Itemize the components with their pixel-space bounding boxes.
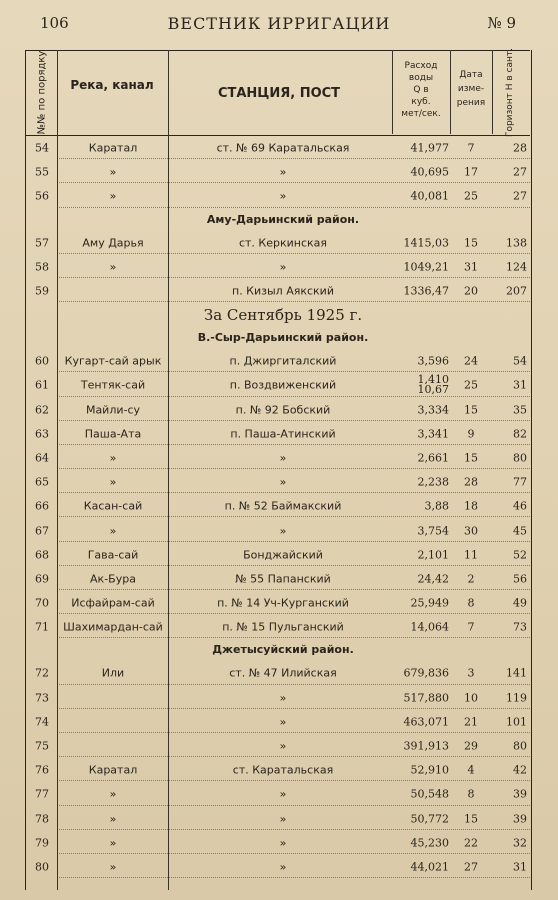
row-river: » <box>109 475 117 489</box>
row-river: » <box>109 165 117 179</box>
row-flow: 679,836 <box>403 666 449 680</box>
row-station: п. № 52 Баймакский <box>224 499 342 513</box>
row-station: п. № 14 Уч-Курганский <box>217 596 349 610</box>
header-river: Река, канал <box>70 78 154 92</box>
table-row <box>25 807 530 831</box>
row-rule <box>59 371 530 372</box>
row-flow: 45,230 <box>410 836 449 850</box>
issue-number: № 9 <box>487 14 516 32</box>
row-river: » <box>109 260 117 274</box>
row-level: 207 <box>506 284 527 298</box>
row-level: 52 <box>513 548 527 562</box>
row-date: 8 <box>467 596 475 610</box>
row-date: 15 <box>464 236 478 250</box>
table-row <box>25 422 530 446</box>
row-station: » <box>279 812 287 826</box>
row-flow: 41,977 <box>410 141 449 155</box>
row-number: 67 <box>35 524 49 538</box>
row-rule <box>59 420 530 421</box>
table-row <box>25 373 530 397</box>
row-flow: 2,101 <box>417 548 449 562</box>
row-station: ст. № 69 Каратальская <box>216 141 350 155</box>
row-number: 55 <box>35 165 49 179</box>
table-row <box>25 591 530 615</box>
row-number: 60 <box>35 354 49 368</box>
row-station: » <box>279 260 287 274</box>
row-number: 63 <box>35 427 49 441</box>
row-rule <box>59 253 530 254</box>
row-flow: 2,238 <box>417 475 449 489</box>
table-row <box>25 686 530 710</box>
table-row <box>25 734 530 758</box>
row-number: 62 <box>35 403 49 417</box>
row-rule <box>59 589 530 590</box>
row-station: » <box>279 165 287 179</box>
row-number: 58 <box>35 260 49 274</box>
row-rule <box>59 565 530 566</box>
row-number: 77 <box>35 787 49 801</box>
table-row <box>25 446 530 470</box>
row-rule <box>59 684 530 685</box>
row-station: » <box>279 451 287 465</box>
row-level: 77 <box>513 475 527 489</box>
row-date: 25 <box>464 378 478 392</box>
row-flow: 3,341 <box>417 427 449 441</box>
row-date: 18 <box>464 499 478 513</box>
row-rule <box>59 301 530 302</box>
row-station: » <box>279 739 287 753</box>
row-date: 8 <box>467 787 475 801</box>
row-river: Аму Дарья <box>82 236 144 250</box>
running-head <box>0 0 558 40</box>
row-river: Майли-су <box>85 403 141 417</box>
row-date: 21 <box>464 715 478 729</box>
column-divider <box>492 50 493 134</box>
row-date: 15 <box>464 451 478 465</box>
row-river: Паша-Ата <box>84 427 142 441</box>
table-row <box>25 567 530 591</box>
row-level: 82 <box>513 427 527 441</box>
row-date: 24 <box>464 354 478 368</box>
row-river: Касан-сай <box>83 499 143 513</box>
row-rule <box>59 613 530 614</box>
row-level: 32 <box>513 836 527 850</box>
header-number: №№ по порядку <box>36 50 48 135</box>
row-river: Каратал <box>88 763 138 777</box>
row-station: ст. № 47 Илийская <box>229 666 337 680</box>
row-number: 59 <box>35 284 49 298</box>
row-flow: 50,772 <box>410 812 449 826</box>
row-station: » <box>279 715 287 729</box>
row-level: 73 <box>513 620 527 634</box>
row-flow: 24,42 <box>417 572 449 586</box>
row-level: 35 <box>513 403 527 417</box>
row-level: 39 <box>513 787 527 801</box>
row-rule <box>59 756 530 757</box>
table-row <box>25 279 530 303</box>
row-station: » <box>279 691 287 705</box>
row-station: ст. Керкинская <box>238 236 328 250</box>
row-level: 45 <box>513 524 527 538</box>
row-date: 7 <box>467 620 475 634</box>
row-rule <box>59 444 530 445</box>
table-row <box>25 710 530 734</box>
row-rule <box>59 829 530 830</box>
table-row <box>25 160 530 184</box>
row-flow: 3,88 <box>424 499 449 513</box>
row-date: 17 <box>464 165 478 179</box>
row-station: п. № 92 Бобский <box>235 403 331 417</box>
row-flow: 25,949 <box>410 596 449 610</box>
row-number: 64 <box>35 451 49 465</box>
row-flow: 40,081 <box>410 189 449 203</box>
row-level: 46 <box>513 499 527 513</box>
row-date: 7 <box>467 141 475 155</box>
row-number: 72 <box>35 666 49 680</box>
row-level: 124 <box>506 260 527 274</box>
row-flow: 1049,21 <box>403 260 449 274</box>
table-row <box>25 494 530 518</box>
table-row <box>25 349 530 373</box>
row-flow: 1415,03 <box>403 236 449 250</box>
row-river: » <box>109 836 117 850</box>
region-heading: В.-Сыр-Дарьинский район. <box>197 331 369 345</box>
row-date: 15 <box>464 812 478 826</box>
row-river: » <box>109 451 117 465</box>
table-row <box>25 855 530 879</box>
row-station: Бонджайский <box>243 548 323 562</box>
row-station: » <box>279 836 287 850</box>
row-number: 70 <box>35 596 49 610</box>
table-row <box>25 255 530 279</box>
row-level: 54 <box>513 354 527 368</box>
row-river: Шахимардан-сай <box>63 620 163 634</box>
row-level: 31 <box>513 860 527 874</box>
row-rule <box>59 492 530 493</box>
row-level: 42 <box>513 763 527 777</box>
row-flow: 50,548 <box>410 787 449 801</box>
row-station: п. Паша-Атинский <box>230 427 336 441</box>
table-row <box>25 184 530 208</box>
row-number: 80 <box>35 860 49 874</box>
row-number: 61 <box>35 378 49 392</box>
row-level: 101 <box>506 715 527 729</box>
row-flow: 1,410 10,67 <box>417 373 449 397</box>
row-station: ст. Каратальская <box>232 763 334 777</box>
header-flow: Расход воды Q в куб. мет/сек. <box>401 61 441 119</box>
row-date: 30 <box>464 524 478 538</box>
table-row <box>25 831 530 855</box>
row-level: 80 <box>513 739 527 753</box>
table-body <box>25 136 530 879</box>
row-number: 57 <box>35 236 49 250</box>
row-flow: 40,695 <box>410 165 449 179</box>
row-flow: 14,064 <box>410 620 449 634</box>
region-heading: Аму-Дарьинский район. <box>206 212 360 226</box>
row-level: 56 <box>513 572 527 586</box>
table-row <box>25 661 530 685</box>
row-rule <box>59 277 530 278</box>
table-row <box>25 782 530 806</box>
row-date: 10 <box>464 691 478 705</box>
row-rule <box>59 396 530 397</box>
row-level: 49 <box>513 596 527 610</box>
row-number: 69 <box>35 572 49 586</box>
table-row <box>25 518 530 542</box>
row-station: п. Кизыл Аякский <box>232 284 334 298</box>
row-river: Гава-сай <box>87 548 139 562</box>
row-flow: 2,661 <box>417 451 449 465</box>
row-rule <box>59 637 530 638</box>
row-date: 25 <box>464 189 478 203</box>
row-station: № 55 Папанский <box>235 572 331 586</box>
row-date: 9 <box>467 427 475 441</box>
row-level: 119 <box>506 691 527 705</box>
row-date: 2 <box>467 572 475 586</box>
row-date: 22 <box>464 836 478 850</box>
header-date: Дата изме- рения <box>456 70 486 108</box>
row-rule <box>59 541 530 542</box>
row-river: Каратал <box>88 141 138 155</box>
row-rule <box>59 732 530 733</box>
row-level: 28 <box>513 141 527 155</box>
row-rule <box>59 805 530 806</box>
row-level: 27 <box>513 189 527 203</box>
row-flow: 52,910 <box>410 763 449 777</box>
header-level: Горизонт Н в сант. <box>505 47 516 138</box>
table-row <box>25 615 530 639</box>
row-station: » <box>279 524 287 538</box>
table-row <box>25 758 530 782</box>
row-station: » <box>279 860 287 874</box>
row-station: п. Воздвиженский <box>229 378 337 392</box>
row-level: 141 <box>506 666 527 680</box>
row-date: 11 <box>464 548 478 562</box>
table-row <box>25 231 530 255</box>
row-number: 75 <box>35 739 49 753</box>
row-station: » <box>279 787 287 801</box>
row-river: » <box>109 860 117 874</box>
journal-title: ВЕСТНИК ИРРИГАЦИИ <box>167 14 391 33</box>
row-rule <box>59 708 530 709</box>
row-flow: 1336,47 <box>403 284 449 298</box>
row-number: 56 <box>35 189 49 203</box>
row-river: » <box>109 189 117 203</box>
row-date: 3 <box>467 666 475 680</box>
row-flow: 517,880 <box>403 691 449 705</box>
row-river: » <box>109 787 117 801</box>
row-date: 28 <box>464 475 478 489</box>
row-date: 4 <box>467 763 475 777</box>
table-row <box>25 398 530 422</box>
row-station: п. № 15 Пульганский <box>222 620 344 634</box>
row-level: 27 <box>513 165 527 179</box>
row-flow: 391,913 <box>403 739 449 753</box>
row-station: » <box>279 189 287 203</box>
row-river: » <box>109 812 117 826</box>
row-river: Кугарт-сай арык <box>64 354 162 368</box>
region-heading: Джетысуйский район. <box>212 643 354 657</box>
row-rule <box>59 468 530 469</box>
header-station: СТАНЦИЯ, ПОСТ <box>217 86 341 101</box>
row-rule <box>59 207 530 208</box>
row-date: 15 <box>464 403 478 417</box>
row-number: 66 <box>35 499 49 513</box>
row-rule <box>59 877 530 878</box>
row-number: 54 <box>35 141 49 155</box>
row-number: 71 <box>35 620 49 634</box>
row-date: 29 <box>464 739 478 753</box>
period-heading: За Сентябрь 1925 г. <box>203 306 363 325</box>
row-number: 73 <box>35 691 49 705</box>
row-number: 76 <box>35 763 49 777</box>
row-date: 27 <box>464 860 478 874</box>
row-number: 78 <box>35 812 49 826</box>
row-river: Ак-Бура <box>90 572 136 586</box>
row-number: 65 <box>35 475 49 489</box>
row-river: Исфайрам-сай <box>71 596 155 610</box>
row-date: 31 <box>464 260 478 274</box>
row-rule <box>59 780 530 781</box>
row-rule <box>59 182 530 183</box>
table-row <box>25 543 530 567</box>
table-row <box>25 136 530 160</box>
row-rule <box>59 158 530 159</box>
row-flow: 3,596 <box>417 354 449 368</box>
row-station: » <box>279 475 287 489</box>
row-rule <box>59 516 530 517</box>
row-level: 39 <box>513 812 527 826</box>
table-row <box>25 470 530 494</box>
row-flow: 44,021 <box>410 860 449 874</box>
row-rule <box>59 853 530 854</box>
row-station: п. Джиргиталский <box>229 354 337 368</box>
row-date: 20 <box>464 284 478 298</box>
row-flow: 3,754 <box>417 524 449 538</box>
row-flow: 3,334 <box>417 403 449 417</box>
row-number: 79 <box>35 836 49 850</box>
page-number: 106 <box>40 14 69 32</box>
row-level: 31 <box>513 378 527 392</box>
row-level: 138 <box>506 236 527 250</box>
row-river: Тентяк-сай <box>80 378 146 392</box>
row-river: Или <box>101 666 125 680</box>
row-number: 68 <box>35 548 49 562</box>
row-river: » <box>109 524 117 538</box>
row-number: 74 <box>35 715 49 729</box>
row-flow: 463,071 <box>403 715 449 729</box>
row-level: 80 <box>513 451 527 465</box>
